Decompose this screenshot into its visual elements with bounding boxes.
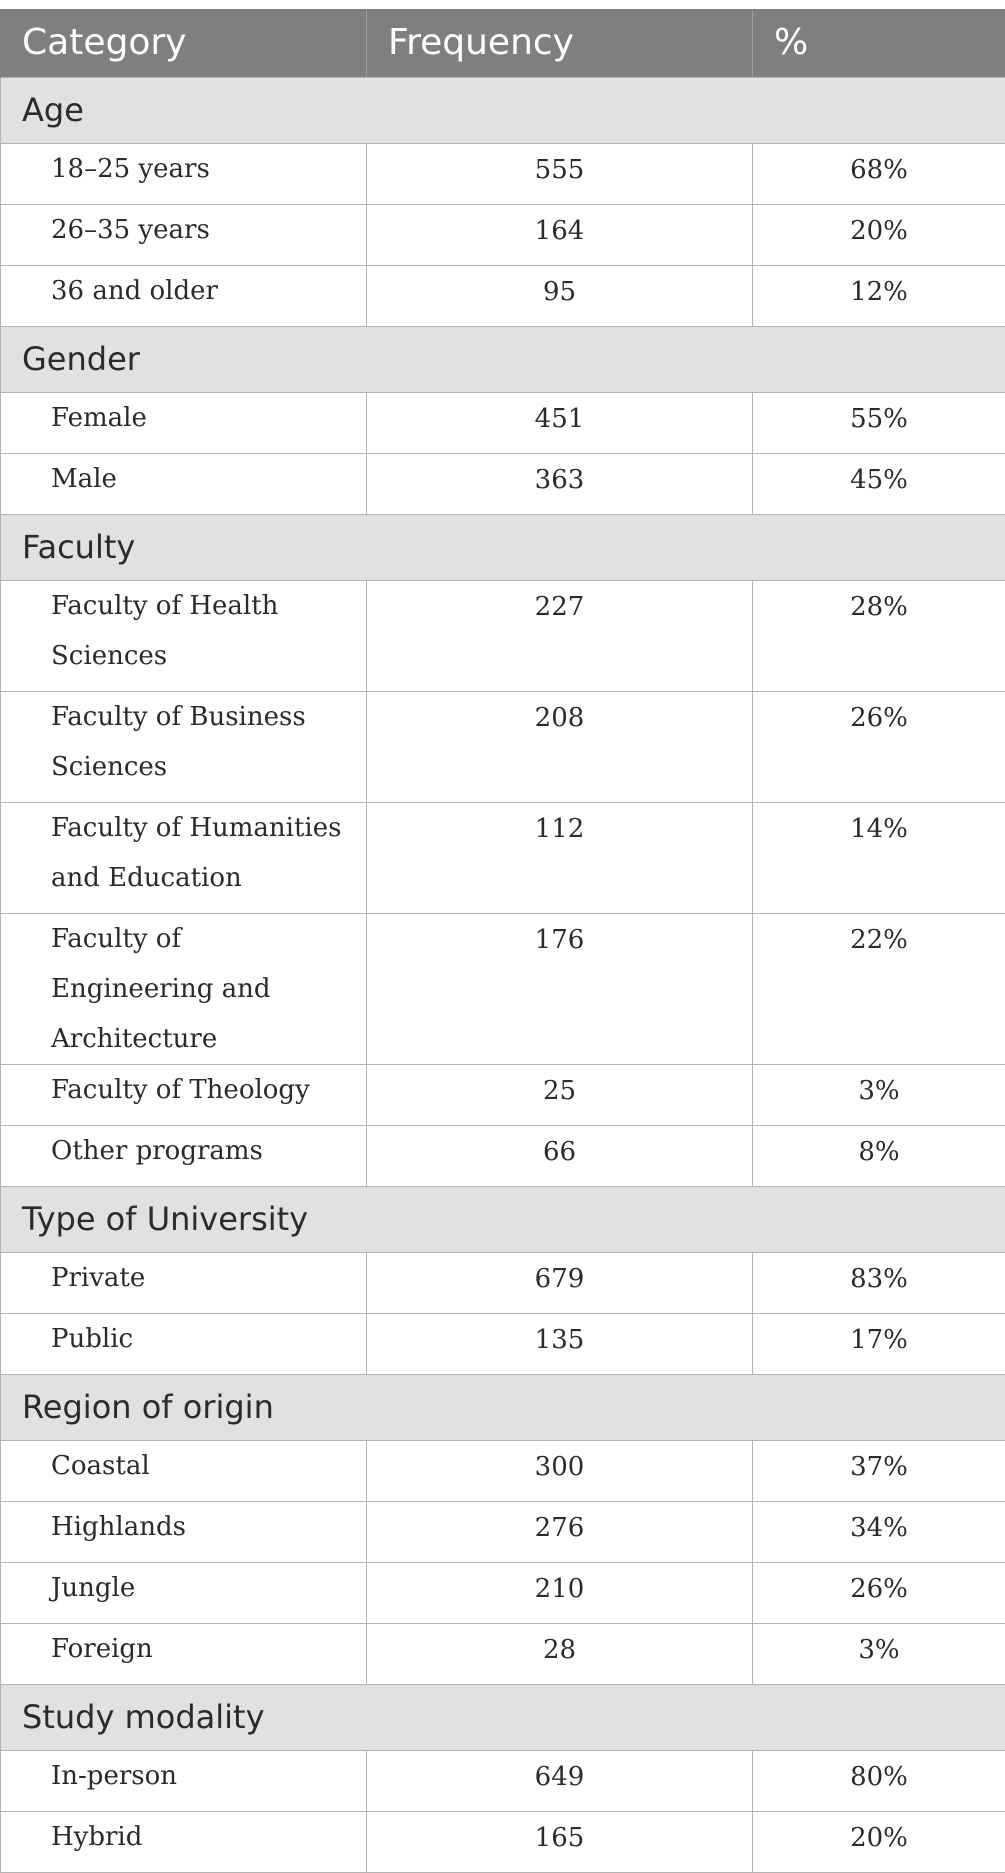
- frequency-cell: 95: [367, 265, 753, 326]
- section-row-gender: [1, 326, 1005, 392]
- frequency-cell: 555: [367, 143, 753, 204]
- table-row: [1, 913, 1005, 1064]
- percent-cell: 55%: [753, 392, 1005, 453]
- frequency-cell: 679: [367, 1252, 753, 1313]
- percent-cell: 12%: [753, 265, 1005, 326]
- frequency-cell: 210: [367, 1562, 753, 1623]
- percent-cell: 20%: [753, 204, 1005, 265]
- category-cell: Public: [1, 1313, 367, 1374]
- percent-cell: 26%: [753, 1562, 1005, 1623]
- table-row: [1, 691, 1005, 802]
- percent-cell: 3%: [753, 1064, 1005, 1125]
- category-cell: Faculty of Theology: [1, 1064, 367, 1125]
- percent-cell: 20%: [753, 1811, 1005, 1872]
- percent-cell: 3%: [753, 1623, 1005, 1684]
- category-cell: Male: [1, 453, 367, 514]
- frequency-cell: 112: [367, 802, 753, 913]
- category-cell: Faculty of Humanities and Education: [1, 802, 367, 913]
- section-row-study-modality: [1, 1684, 1005, 1750]
- category-cell: 18–25 years: [1, 143, 367, 204]
- percent-cell: 37%: [753, 1440, 1005, 1501]
- header-category: Category: [1, 9, 367, 77]
- table-row: [1, 1811, 1005, 1872]
- category-cell: In-person: [1, 1750, 367, 1811]
- table-row: [1, 1623, 1005, 1684]
- header-frequency: Frequency: [367, 9, 753, 77]
- section-row-type-of-university: [1, 1186, 1005, 1252]
- percent-cell: 22%: [753, 913, 1005, 1064]
- table-row: [1, 1125, 1005, 1186]
- section-row-region-of-origin: [1, 1374, 1005, 1440]
- table-row: [1, 1440, 1005, 1501]
- table-row: [1, 1501, 1005, 1562]
- frequency-cell: 227: [367, 580, 753, 691]
- percent-cell: 14%: [753, 802, 1005, 913]
- frequency-cell: 165: [367, 1811, 753, 1872]
- header-row: [1, 9, 1005, 77]
- percent-cell: 83%: [753, 1252, 1005, 1313]
- table-row: [1, 453, 1005, 514]
- percent-cell: 45%: [753, 453, 1005, 514]
- section-row-age: [1, 77, 1005, 143]
- category-cell: 26–35 years: [1, 204, 367, 265]
- percent-cell: 68%: [753, 143, 1005, 204]
- frequency-cell: 176: [367, 913, 753, 1064]
- percent-cell: 26%: [753, 691, 1005, 802]
- category-cell: Private: [1, 1252, 367, 1313]
- demographics-table: [0, 9, 1005, 1873]
- frequency-cell: 28: [367, 1623, 753, 1684]
- category-cell: Highlands: [1, 1501, 367, 1562]
- percent-cell: 8%: [753, 1125, 1005, 1186]
- percent-cell: 28%: [753, 580, 1005, 691]
- frequency-cell: 66: [367, 1125, 753, 1186]
- percent-cell: 34%: [753, 1501, 1005, 1562]
- category-cell: Coastal: [1, 1440, 367, 1501]
- section-title: Age: [1, 77, 1005, 143]
- table-body: [1, 77, 1005, 1872]
- section-title: Region of origin: [1, 1374, 1005, 1440]
- section-title: Study modality: [1, 1684, 1005, 1750]
- category-cell: Jungle: [1, 1562, 367, 1623]
- table-row: [1, 265, 1005, 326]
- frequency-cell: 208: [367, 691, 753, 802]
- table-row: [1, 1252, 1005, 1313]
- category-cell: Foreign: [1, 1623, 367, 1684]
- table-row: [1, 204, 1005, 265]
- table-row: [1, 1750, 1005, 1811]
- frequency-cell: 451: [367, 392, 753, 453]
- table-header: [1, 9, 1005, 77]
- table-row: [1, 1313, 1005, 1374]
- section-title: Type of University: [1, 1186, 1005, 1252]
- category-cell: Hybrid: [1, 1811, 367, 1872]
- table-row: [1, 392, 1005, 453]
- category-cell: Faculty of Health Sciences: [1, 580, 367, 691]
- table-row: [1, 580, 1005, 691]
- frequency-cell: 276: [367, 1501, 753, 1562]
- table-row: [1, 1064, 1005, 1125]
- category-cell: Faculty of Business Sciences: [1, 691, 367, 802]
- category-cell: Female: [1, 392, 367, 453]
- frequency-cell: 164: [367, 204, 753, 265]
- section-title: Faculty: [1, 514, 1005, 580]
- percent-cell: 17%: [753, 1313, 1005, 1374]
- header-percent: %: [753, 9, 1005, 77]
- frequency-cell: 363: [367, 453, 753, 514]
- table-row: [1, 1562, 1005, 1623]
- percent-cell: 80%: [753, 1750, 1005, 1811]
- table-row: [1, 802, 1005, 913]
- category-cell: Faculty of Engineering and Architecture: [1, 913, 367, 1064]
- frequency-cell: 25: [367, 1064, 753, 1125]
- category-cell: 36 and older: [1, 265, 367, 326]
- frequency-cell: 300: [367, 1440, 753, 1501]
- frequency-cell: 649: [367, 1750, 753, 1811]
- table-row: [1, 143, 1005, 204]
- category-cell: Other programs: [1, 1125, 367, 1186]
- frequency-cell: 135: [367, 1313, 753, 1374]
- section-row-faculty: [1, 514, 1005, 580]
- section-title: Gender: [1, 326, 1005, 392]
